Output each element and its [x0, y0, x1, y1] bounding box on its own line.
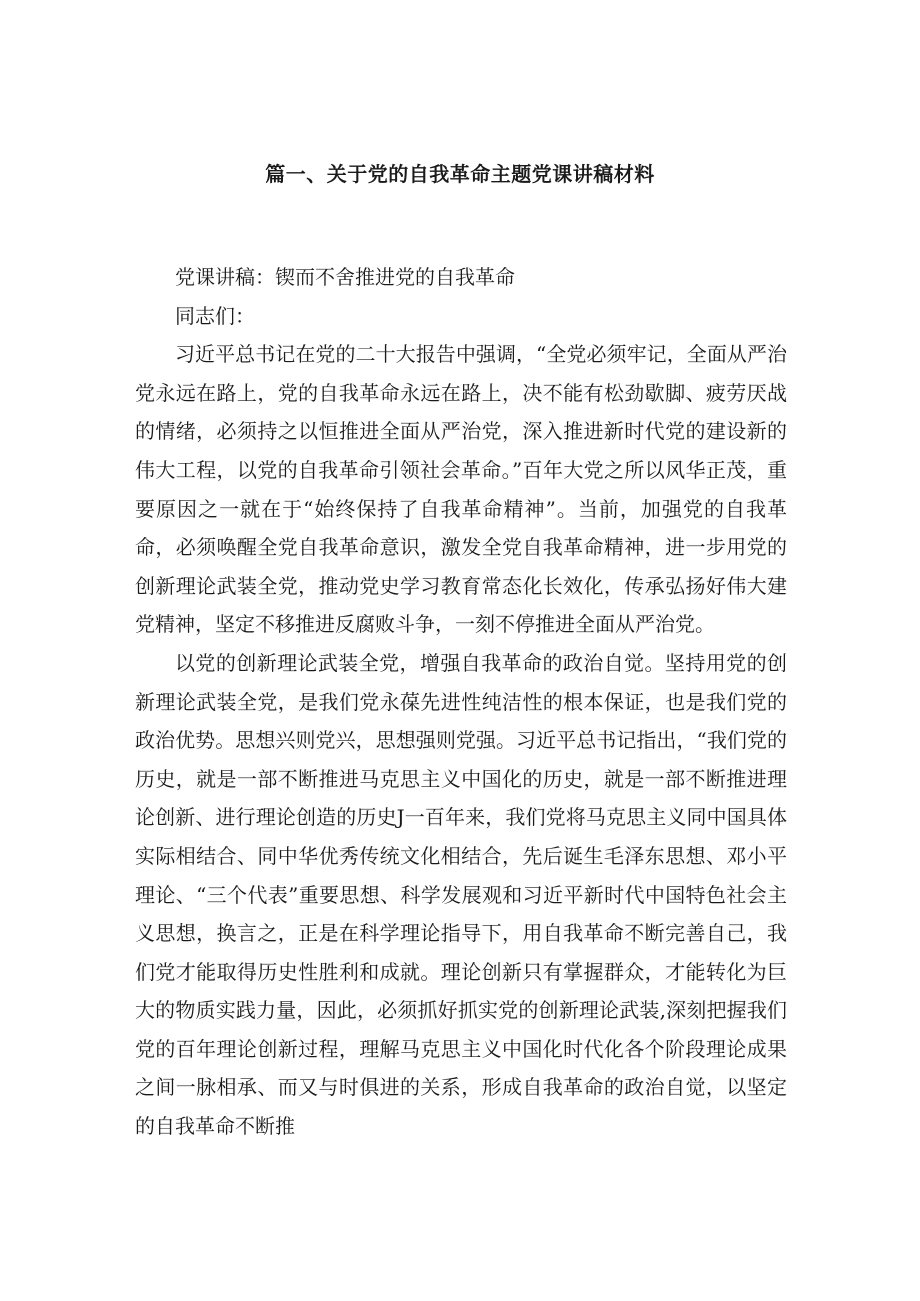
body-paragraph: 习近平总书记在党的二十大报告中强调，“全党必须牢记，全面从严治党永远在路上，党的自我革命永远在路上，决不能有松劲歇脚、疲劳厌战的情绪，必须持之以恒推进全面从严治党，深入推进新时代党的建设新的伟大工程，以党的自我革命引领社会革命。”百年大党之所以风华正茂，重要原因之一就在于“始终保持了自我革命精神”。当前，加强党的自我革命，必须唤醒全党自我革命意识，激发全党自我革命精神，进一步用党的创新理论武装全党，推动党史学习教育常态化长效化，传承弘扬好伟大建党精神，坚定不移推进反腐败斗争，一刻不停推进全面从严治党。 — [135, 342, 787, 637]
salutation: 同志们： — [175, 303, 255, 328]
document-body — [135, 258, 787, 1146]
document-title: 篇一、关于党的自我革命主题党课讲稿材料 — [265, 162, 655, 186]
lecture-subtitle: 党课讲稿：锲而不舍推进党的自我革命 — [175, 265, 515, 289]
body-paragraph: 以党的创新理论武装全党，增强自我革命的政治自觉。坚持用党的创新理论武装全党，是我们党永葆先进性纯洁性的根本保证，也是我们党的政治优势。思想兴则党兴，思想强则党强。习近平总书记指出，“我们党的历史，就是一部不断推进马克思主义中国化的历史，就是一部不断推进理论创新、进行理论创造的历史J一百年来，我们党将马克思主义同中国具体实际相结合、同中华优秀传统文化相结合，先后诞生毛泽东思想、邓小平理论、“三个代表”重要思想、科学发展观和习近平新时代中国特色社会主义思想，换言之，正是在科学理论指导下，用自我革命不断完善自己，我们党才能取得历史性胜利和成就。理论创新只有掌握群众，才能转化为巨大的物质实践力量，因此，必须抓好抓实党的创新理论武装,深刻把握我们党的百年理论创新过程，理解马克思主义中国化时代化各个阶段理论成果之间一脉相承、而又与时俱进的关系，形成自我革命的政治自觉，以坚定的自我革命不断推 — [135, 650, 787, 1139]
